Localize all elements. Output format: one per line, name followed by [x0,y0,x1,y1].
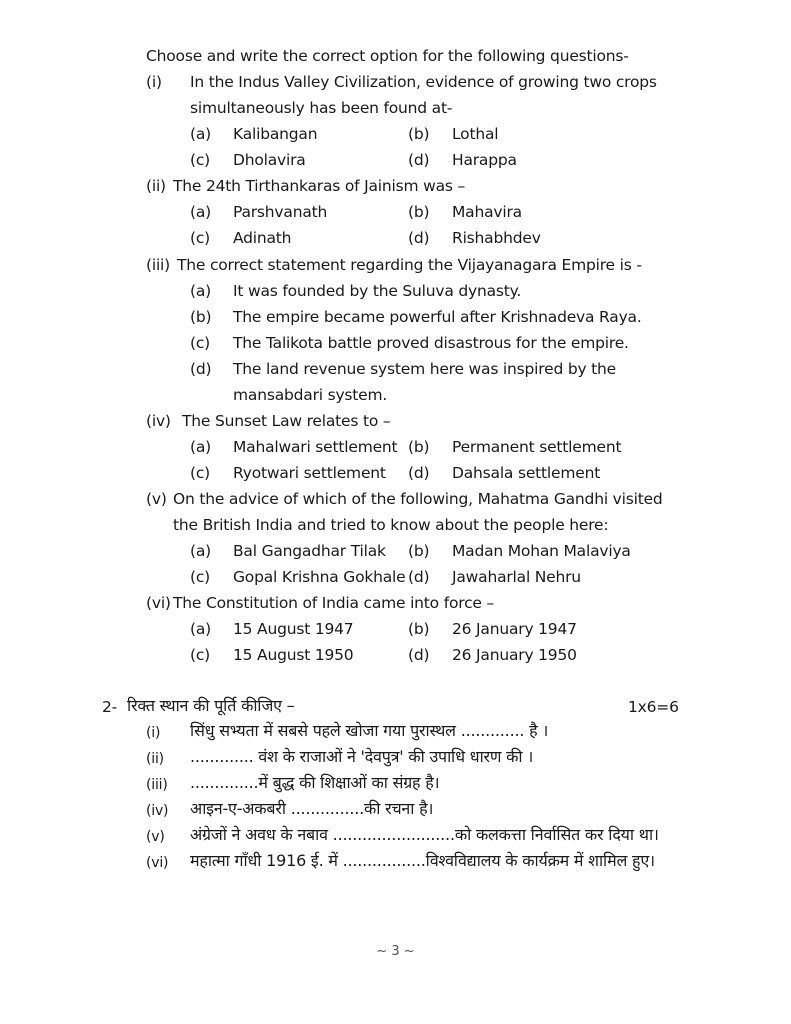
question-text: The correct statement regarding the Vijayanagara Empire is - [177,256,642,274]
option-text: Rishabhdev [452,229,541,247]
option-label: (a) [190,438,211,456]
option-label: (d) [408,646,430,664]
option-label: (b) [408,542,430,560]
option-label: (b) [408,125,430,143]
question-number: (vi) [146,594,171,612]
section-number: 2- [102,698,118,716]
option-text: Lothal [452,125,499,143]
option-label: (b) [408,438,430,456]
option-text: Madan Mohan Malaviya [452,542,631,560]
option-label: (c) [190,229,211,247]
option-label: (a) [190,620,211,638]
option-text: The Talikota battle proved disastrous for the empire. [233,334,629,352]
page-number: ~ 3 ~ [376,944,415,959]
option-label: (a) [190,282,211,300]
option-label: (c) [190,646,211,664]
fill-blank-item: महात्मा गाँधी 1916 ई. में .................विश्वविद्यालय के कार्यक्रम में शामिल हुए। [190,851,655,870]
question-text-cont: the British India and tried to know about the people here: [173,516,609,534]
option-label: (d) [190,360,212,378]
option-text: Adinath [233,229,292,247]
fill-blank-item: ..............में बुद्ध की शिक्षाओं का संग्रह है। [190,773,440,792]
option-label: (b) [408,620,430,638]
item-number: (v) [146,829,165,845]
option-text-cont: mansabdari system. [233,386,388,404]
fill-blank-item: सिंधु सभ्यता में सबसे पहले खोजा गया पुरास्थल ............. है । [190,721,549,740]
option-label: (d) [408,568,430,586]
option-text: Bal Gangadhar Tilak [233,542,386,560]
option-label: (b) [190,308,212,326]
option-label: (c) [190,568,211,586]
option-text: Gopal Krishna Gokhale [233,568,406,586]
fill-blank-item: आइन-ए-अकबरी ...............की रचना है। [190,799,434,818]
option-label: (d) [408,464,430,482]
question-text: On the advice of which of the following, Mahatma Gandhi visited [173,490,663,508]
option-label: (d) [408,151,430,169]
option-text: Ryotwari settlement [233,464,386,482]
option-text: Dholavira [233,151,306,169]
option-label: (b) [408,203,430,221]
option-text: Mahavira [452,203,522,221]
option-label: (c) [190,151,211,169]
fill-blank-item: अंग्रेजों ने अवध के नबाव .........................को कलकत्ता निर्वासित कर दिया था। [190,825,659,844]
item-number: (vi) [146,855,169,871]
question-number: (i) [146,73,162,91]
option-text: It was founded by the Suluva dynasty. [233,282,522,300]
question-number: (ii) [146,177,166,195]
option-text: Parshvanath [233,203,328,221]
option-label: (c) [190,464,211,482]
question-text: The Constitution of India came into force – [173,594,495,612]
option-text: 15 August 1947 [233,620,354,638]
option-label: (c) [190,334,211,352]
question-text: The 24th Tirthankaras of Jainism was – [173,177,466,195]
option-text: 26 January 1950 [452,646,577,664]
section-title: रिक्त स्थान की पूर्ति कीजिए – [127,696,295,715]
item-number: (i) [146,725,161,741]
question-number: (iv) [146,412,171,430]
section1-instruction: Choose and write the correct option for the following questions- [146,47,629,65]
option-text: Harappa [452,151,517,169]
question-number: (v) [146,490,167,508]
fill-blank-item: ............. वंश के राजाओं ने 'देवपुत्र' की उपाधि धारण की । [190,747,534,766]
option-label: (a) [190,125,211,143]
question-text-cont: simultaneously has been found at- [190,99,453,117]
section-marks: 1x6=6 [628,698,679,716]
option-label: (d) [408,229,430,247]
option-label: (a) [190,203,211,221]
option-text: 15 August 1950 [233,646,354,664]
option-text: The land revenue system here was inspired by the [233,360,616,378]
option-text: The empire became powerful after Krishnadeva Raya. [233,308,642,326]
option-text: Mahalwari settlement [233,438,398,456]
option-text: Kalibangan [233,125,318,143]
option-text: Dahsala settlement [452,464,601,482]
question-number: (iii) [146,256,171,274]
question-text: The Sunset Law relates to – [182,412,391,430]
option-text: 26 January 1947 [452,620,577,638]
option-text: Permanent settlement [452,438,622,456]
item-number: (ii) [146,751,164,767]
item-number: (iv) [146,803,169,819]
question-text: In the Indus Valley Civilization, evidence of growing two crops [190,73,657,91]
item-number: (iii) [146,777,168,793]
option-text: Jawaharlal Nehru [452,568,581,586]
option-label: (a) [190,542,211,560]
